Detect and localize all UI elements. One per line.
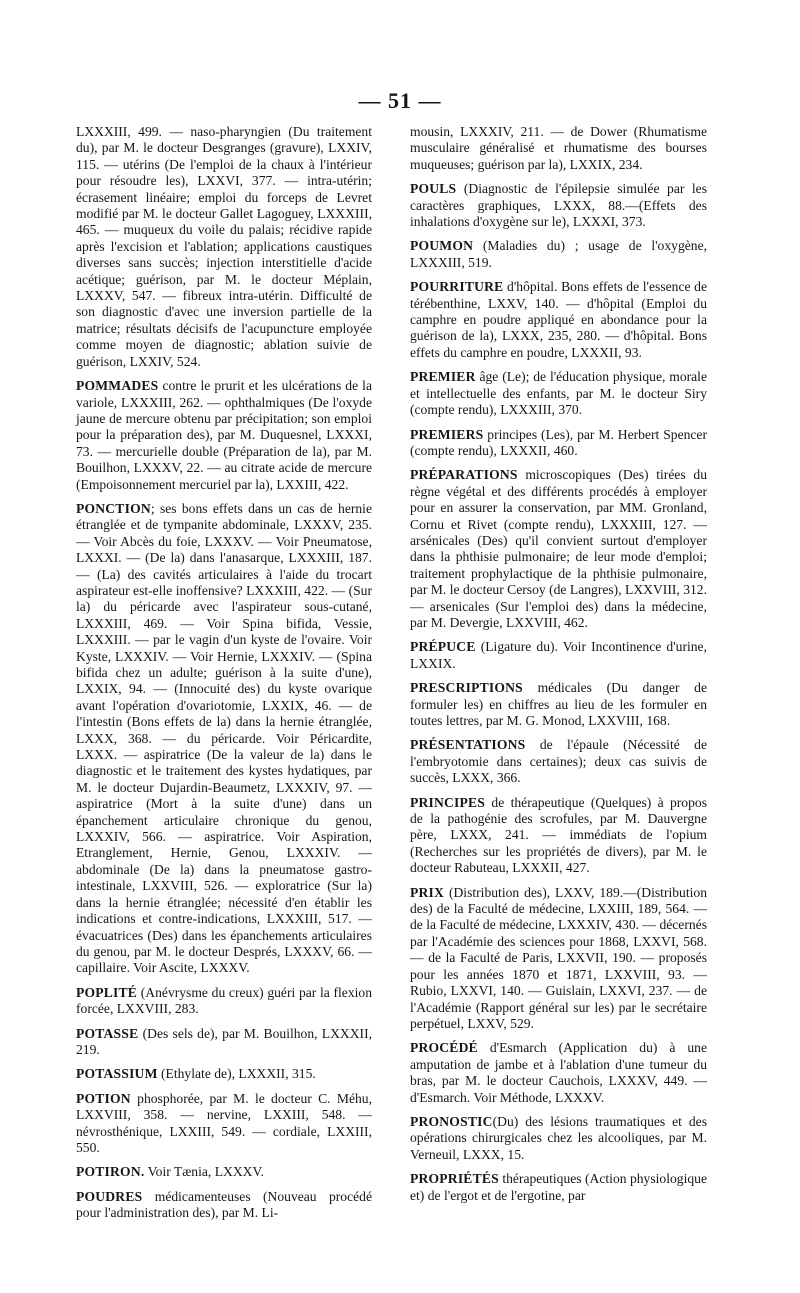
- entry-text: contre le prurit et les ulcérations de la variole, LXXXIII, 262. — ophthalmiques (De l'oxyde jaune de mercure obtenu par précipitation; son emploi pour la préparation des), par M. Duquesnel, LXXXI, 73. — mercurielle double (Préparation de la), par M. Bouilhon, LXXXV, 22. — au citrate acide de mercure (Empoisonnement mercuriel par la), LXXIII, 422.: [76, 378, 372, 492]
- index-entry: [76, 501, 372, 977]
- entry-text: (Diagnostic de l'épilepsie simulée par les caractères graphiques, LXXX, 88.—(Effets des inhalations d'oxygène sur le), LXXXI, 373.: [410, 181, 707, 230]
- entry-text: d'Esmarch (Application du) à une amputation de jambe et à l'ablation d'une tumeur du bras, par M. le docteur Cauchois, LXXXV, 449. — d'Esmarch. Voir Méthode, LXXXV.: [410, 1040, 707, 1105]
- entry-headword: PRIX: [410, 884, 445, 900]
- entry-text: (Anévrysme du creux) guéri par la flexion forcée, LXXVIII, 283.: [76, 984, 372, 1017]
- entry-text: (Distribution des), LXXV, 189.—(Distribution des) de la Faculté de médecine, LXXIII, 189, 564. — de la Faculté de médecine, LXXXIV, 430. — décernés par l'Académie des sciences pour 1868, LXXVI, 568.— de la Faculté de Paris, LXXVII, 190. — proposés pour les années 1870 et 1871, LXXVIII, 93. — Rubio, LXXVI, 140. — Guislain, LXXVI, 237. — de l'Académie (Rapport général sur les) par le secrétaire perpétuel, LXXV, 529.: [410, 884, 707, 1031]
- entry-headword: POTIRON.: [76, 1164, 145, 1180]
- index-entry: [76, 1189, 372, 1222]
- entry-headword: PONCTION: [76, 500, 151, 516]
- index-entry: [410, 369, 707, 418]
- index-entry: [76, 1091, 372, 1157]
- entry-text: d'hôpital. Bons effets de l'essence de térébenthine, LXXV, 140. — d'hôpital (Emploi du camphre en poudre appliqué en abondance pour la guérison de la), LXXX, 235, 280. — d'hôpital. Bons effets du camphre en poudre, LXXXII, 93.: [410, 279, 707, 360]
- entry-headword: PRESCRIPTIONS: [410, 680, 523, 696]
- index-entry: [410, 1171, 707, 1204]
- entry-headword: POMMADES: [76, 378, 159, 394]
- entry-headword: POURRITURE: [410, 279, 504, 295]
- entry-headword: PRÉPARATIONS: [410, 467, 518, 483]
- entry-headword: POULS: [410, 181, 457, 197]
- entry-text: thérapeutiques (Action physiologique et) de l'ergot et de l'ergotine, par: [410, 1171, 707, 1203]
- index-entry: [410, 795, 707, 877]
- index-entry: [410, 467, 707, 631]
- entry-text: âge (Le); de l'éducation physique, morale et intellectuelle des enfants, par M. le docteur Siry (compte rendu), LXXXIII, 370.: [410, 369, 707, 418]
- entry-headword: PRÉPUCE: [410, 639, 476, 655]
- index-entry: [410, 1040, 707, 1106]
- index-entry: [410, 639, 707, 672]
- index-entry: [410, 737, 707, 786]
- entry-headword: PROCÉDÉ: [410, 1040, 478, 1056]
- entry-text: microscopiques (Des) tirées du règne végétal et des différents procédés à employer pour en assurer la conservation, par MM. Gronland, Cornu et Rivet (compte rendu), LXXXIII, 127. — arsénicales (Des) qu'il convient surtout d'employer dans la phthisie pulmonaire; de leur mode d'emploi; traitement prophylactique de la phthisie pulmonaire, par M. le docteur Cersoy (de Langres), LXXVIII, 312. — arsenicales (Sur l'emploi des) dans la médecine, par M. Devergie, LXXVIII, 462.: [410, 467, 707, 630]
- entry-headword: POTASSIUM: [76, 1066, 158, 1082]
- entry-text: principes (Les), par M. Herbert Spencer (compte rendu), LXXXII, 460.: [410, 426, 707, 458]
- entry-text: médicales (Du danger de formuler les) en chiffres au lieu de les formuler en toutes lettres, par M. G. Monod, LXXVIII, 168.: [410, 680, 707, 728]
- entry-headword: PRONOSTIC: [410, 1113, 493, 1129]
- entry-text: de thérapeutique (Quelques) à propos de la pathogénie des scrofules, par M. Dauvergne père, LXXX, 241. — immédiats de l'opium (Recherches sur les propriétés de divers), par M. le docteur Rabuteau, LXXXII, 427.: [410, 794, 707, 876]
- index-entry: [410, 885, 707, 1033]
- left-column: [76, 124, 372, 1230]
- entry-text: Voir Tænia, LXXXV.: [147, 1164, 264, 1180]
- entry-headword: PRÉSENTATIONS: [410, 737, 526, 753]
- entry-headword: PREMIER: [410, 369, 476, 385]
- entry-headword: POUDRES: [76, 1188, 143, 1204]
- entry-headword: POTION: [76, 1090, 131, 1106]
- index-entry: [76, 378, 372, 493]
- index-entry: [410, 427, 707, 460]
- index-entry: [76, 124, 372, 370]
- index-entry: [410, 1114, 707, 1163]
- index-entry: [410, 238, 707, 271]
- entry-headword: PRINCIPES: [410, 794, 486, 810]
- entry-text: (Ethylate de), LXXXII, 315.: [161, 1066, 316, 1082]
- index-entry: [76, 1066, 372, 1082]
- entry-headword: PROPRIÉTÉS: [410, 1171, 499, 1187]
- entry-text: de l'épaule (Nécessité de l'embryotomie dans certaines); deux cas suivis de succès, LXXX, 366.: [410, 737, 707, 786]
- index-entry: [410, 181, 707, 230]
- entry-text: ; ses bons effets dans un cas de hernie étranglée et de tympanite abdominale, LXXXV, 235. — Voir Abcès du foie, LXXXV. — Voir Pneumatose, LXXXI. — (De la) dans l'anasarque, LXXXIII, 187. — (La) des cavités articulaires à l'aide du trocart aspirateur est-elle inoffensive? LXXXIII, 422. — (Sur la) du péricarde avec l'aspirateur sous-cutané, LXXXIII, 469. — Voir Spina bifida, Vessie, LXXXIII. — par le vagin d'un kyste de l'ovaire. Voir Kyste, LXXXIV. — Voir Hernie, LXXXIV. — (Spina bifida chez un adulte; guérison à la suite d'une), LXXIX, 94. — (Innocuité des) du kyste ovarique avant l'opération d'ovariotomie, LXXIX, 46. — de l'intestin (Bons effets de la) dans la hernie étranglée, LXXX, 368. — du péricarde. Voir Péricardite, LXXX. — aspiratrice (De la valeur de la) dans le diagnostic et le traitement des kystes hydatiques, par M. le docteur Dujardin-Beaumetz, LXXXIV, 97. — aspiratrice (Mort à la suite d'une) dans un épanchement articulaire chronique du genou, LXXXIV, 566. — aspiratrice. Voir Aspiration, Etranglement, Hernie, Genou, LXXXIV. — abdominale (De la) dans la pneumatose gastro-intestinale, LXXVIII, 526. — exploratrice (Sur la) dans la hernie étranglée; nécessité d'en établir les indications et contre-indications, LXXXIII, 517. — évacuatrices (Des) dans les épanchements articulaires du genou, par M. le docteur Després, LXXXV, 66. — capillaire. Voir Ascite, LXXXV.: [76, 500, 372, 976]
- entry-text: médicamenteuses (Nouveau procédé pour l'administration des), par M. Li-: [76, 1188, 372, 1221]
- index-entry: [410, 279, 707, 361]
- entry-headword: POUMON: [410, 238, 474, 254]
- entry-text: mousin, LXXXIV, 211. — de Dower (Rhumatisme musculaire généralisé et rhumatisme des bourses muqueuses; guérison par la), LXXIX, 234.: [410, 124, 707, 172]
- entry-text: LXXXIII, 499. — naso-pharyngien (Du traitement du), par M. le docteur Desgranges (gravure), LXXIV, 115. — utérins (De l'emploi de la chaux à l'intérieur pour résoudre les), LXXVI, 377. — intra-utérin; écrasement linéaire; emploi du forceps de Levret modifié par M. le docteur Gallet Lagoguey, LXXXIII, 465. — muqueux du voile du palais; récidive rapide après l'excision et l'ablation; applications caustiques diverses sans succès; injection interstitielle d'acide acétique; guérison, par M. le docteur Méplain, LXXXV, 547. — fibreux intra-utérin. Difficulté de son diagnostic d'avec une inversion partielle de la matrice; résultats décisifs de l'acupuncture employée comme moyen de diagnostic; ablation suivie de guérison, LXXIV, 524.: [76, 124, 372, 369]
- entry-text: (Ligature du). Voir Incontinence d'urine, LXXIX.: [410, 639, 707, 671]
- entry-headword: POPLITÉ: [76, 984, 138, 1000]
- entry-text: (Maladies du) ; usage de l'oxygène, LXXXIII, 519.: [410, 238, 708, 270]
- entry-headword: PREMIERS: [410, 426, 484, 442]
- index-entry: [76, 1164, 372, 1180]
- page-number: — 51 —: [358, 88, 442, 113]
- entry-headword: POTASSE: [76, 1025, 139, 1041]
- entry-text: (Du) des lésions traumatiques et des opérations chirurgicales chez les alcooliques, par M. Verneuil, LXXX, 15.: [410, 1113, 707, 1162]
- entry-text: (Des sels de), par M. Bouilhon, LXXXII, 219.: [76, 1025, 372, 1057]
- index-entry: [410, 680, 707, 729]
- index-entry: [76, 985, 372, 1018]
- index-entry: [410, 124, 707, 173]
- entry-text: phosphorée, par M. le docteur C. Méhu, LXXVIII, 358. — nervine, LXXIII, 548. — névrosthénique, LXXIII, 549. — cordiale, LXXIII, 550.: [76, 1090, 372, 1155]
- right-column: [410, 124, 707, 1212]
- index-entry: [76, 1026, 372, 1059]
